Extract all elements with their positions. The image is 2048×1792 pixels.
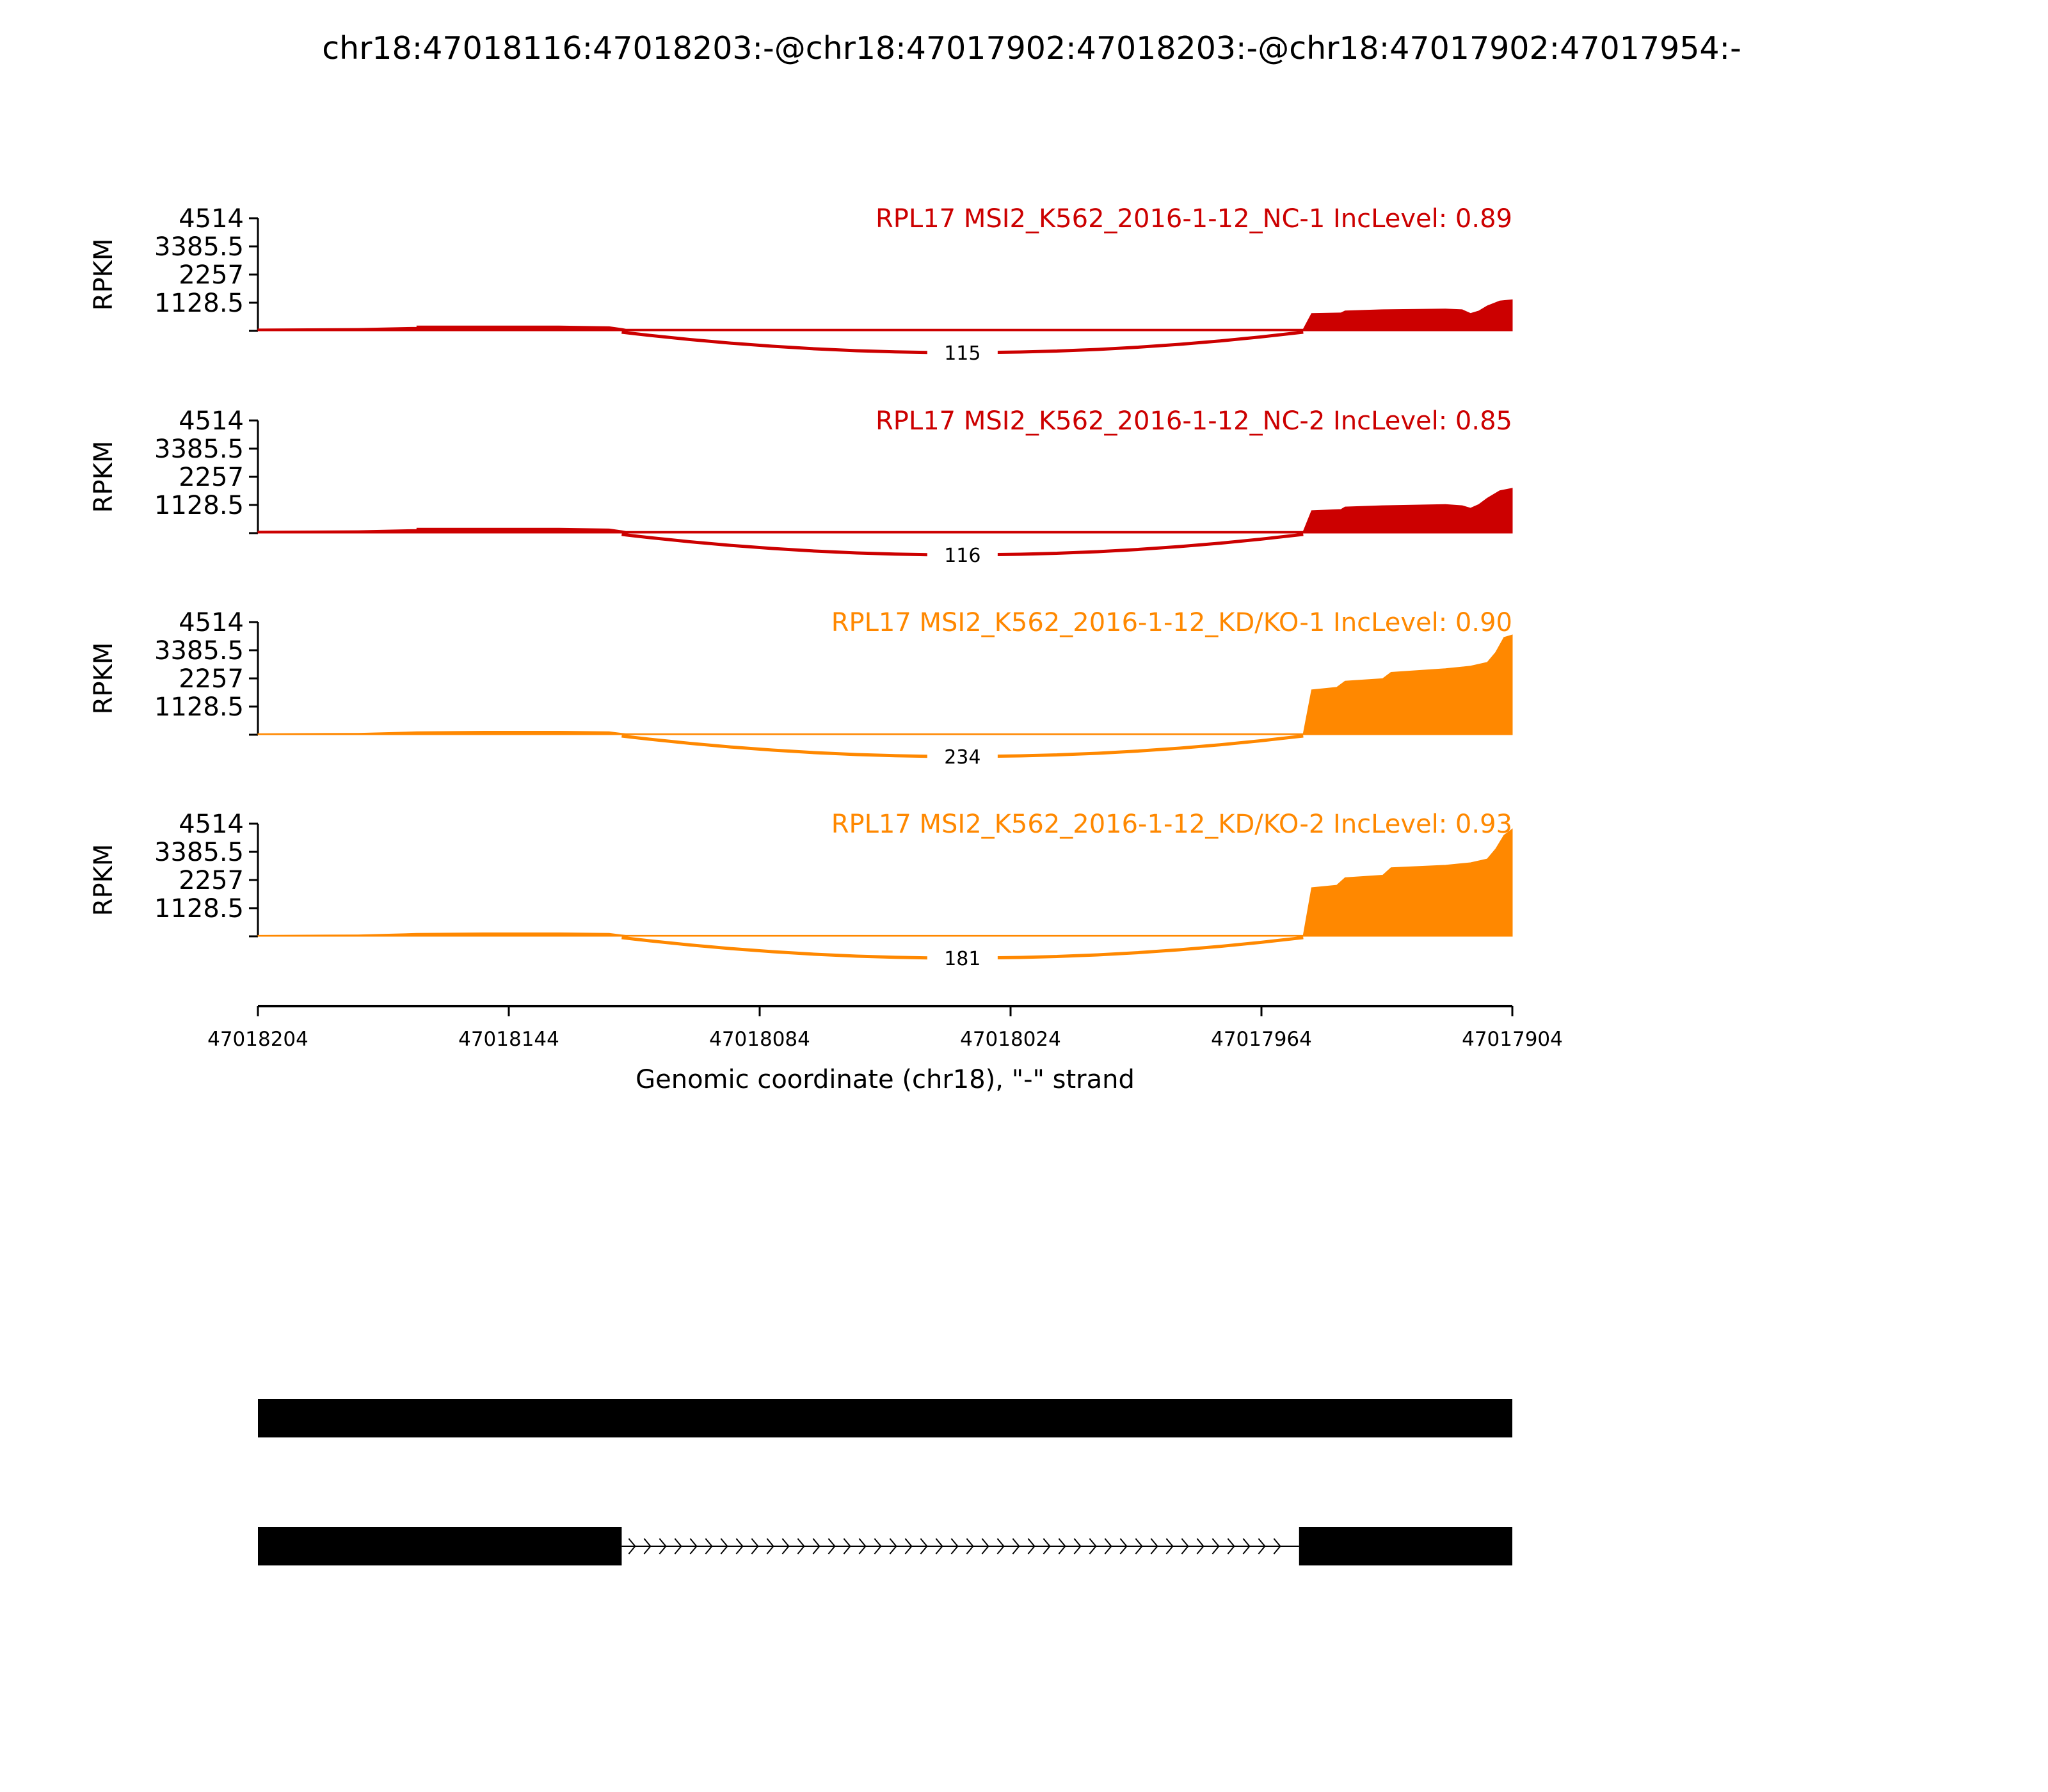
x-axis-label: Genomic coordinate (chr18), "-" strand — [636, 1065, 1135, 1094]
y-tick-label: 1128.5 — [154, 289, 244, 318]
x-tick-label: 47018024 — [960, 1028, 1061, 1051]
y-axis-label: RPKM — [89, 238, 118, 311]
y-tick-label: 1128.5 — [154, 894, 244, 924]
exon-block — [258, 1399, 1512, 1437]
x-tick-label: 47018144 — [458, 1028, 559, 1051]
junction-count-label: 181 — [944, 948, 981, 970]
y-tick-label: 2257 — [179, 866, 244, 895]
y-axis-label: RPKM — [89, 844, 118, 916]
y-axis-label: RPKM — [89, 642, 118, 715]
y-tick-label: 2257 — [179, 260, 244, 290]
x-tick-label: 47017964 — [1211, 1028, 1312, 1051]
junction-count-label: 115 — [944, 342, 981, 365]
track-title: RPL17 MSI2_K562_2016-1-12_NC-2 IncLevel: 0.85 — [876, 406, 1512, 436]
track-title: RPL17 MSI2_K562_2016-1-12_NC-1 IncLevel: 0.89 — [876, 204, 1512, 234]
y-tick-label: 1128.5 — [154, 692, 244, 722]
y-tick-label: 4514 — [179, 204, 244, 234]
exon-block — [258, 1527, 621, 1565]
track-title: RPL17 MSI2_K562_2016-1-12_KD/KO-2 IncLevel: 0.93 — [831, 810, 1512, 839]
y-tick-label: 4514 — [179, 406, 244, 436]
y-tick-label: 4514 — [179, 810, 244, 839]
y-tick-label: 2257 — [179, 664, 244, 694]
chart-title: chr18:47018116:47018203:-@chr18:47017902:47018203:-@chr18:47017902:47017954:- — [322, 30, 1741, 67]
y-tick-label: 3385.5 — [154, 232, 244, 262]
x-tick-label: 47018084 — [709, 1028, 810, 1051]
y-tick-label: 4514 — [179, 608, 244, 637]
x-tick-label: 47017904 — [1462, 1028, 1563, 1051]
track-title: RPL17 MSI2_K562_2016-1-12_KD/KO-1 IncLevel: 0.90 — [831, 608, 1512, 637]
y-tick-label: 2257 — [179, 463, 244, 492]
y-tick-label: 3385.5 — [154, 636, 244, 666]
y-axis-label: RPKM — [89, 440, 118, 513]
junction-count-label: 234 — [944, 746, 981, 769]
y-tick-label: 3385.5 — [154, 838, 244, 867]
x-tick-label: 47018204 — [207, 1028, 308, 1051]
junction-count-label: 116 — [944, 545, 981, 567]
gene-model-1 — [258, 1399, 1512, 1437]
y-tick-label: 3385.5 — [154, 435, 244, 464]
exon-block — [1299, 1527, 1512, 1565]
y-tick-label: 1128.5 — [154, 491, 244, 520]
